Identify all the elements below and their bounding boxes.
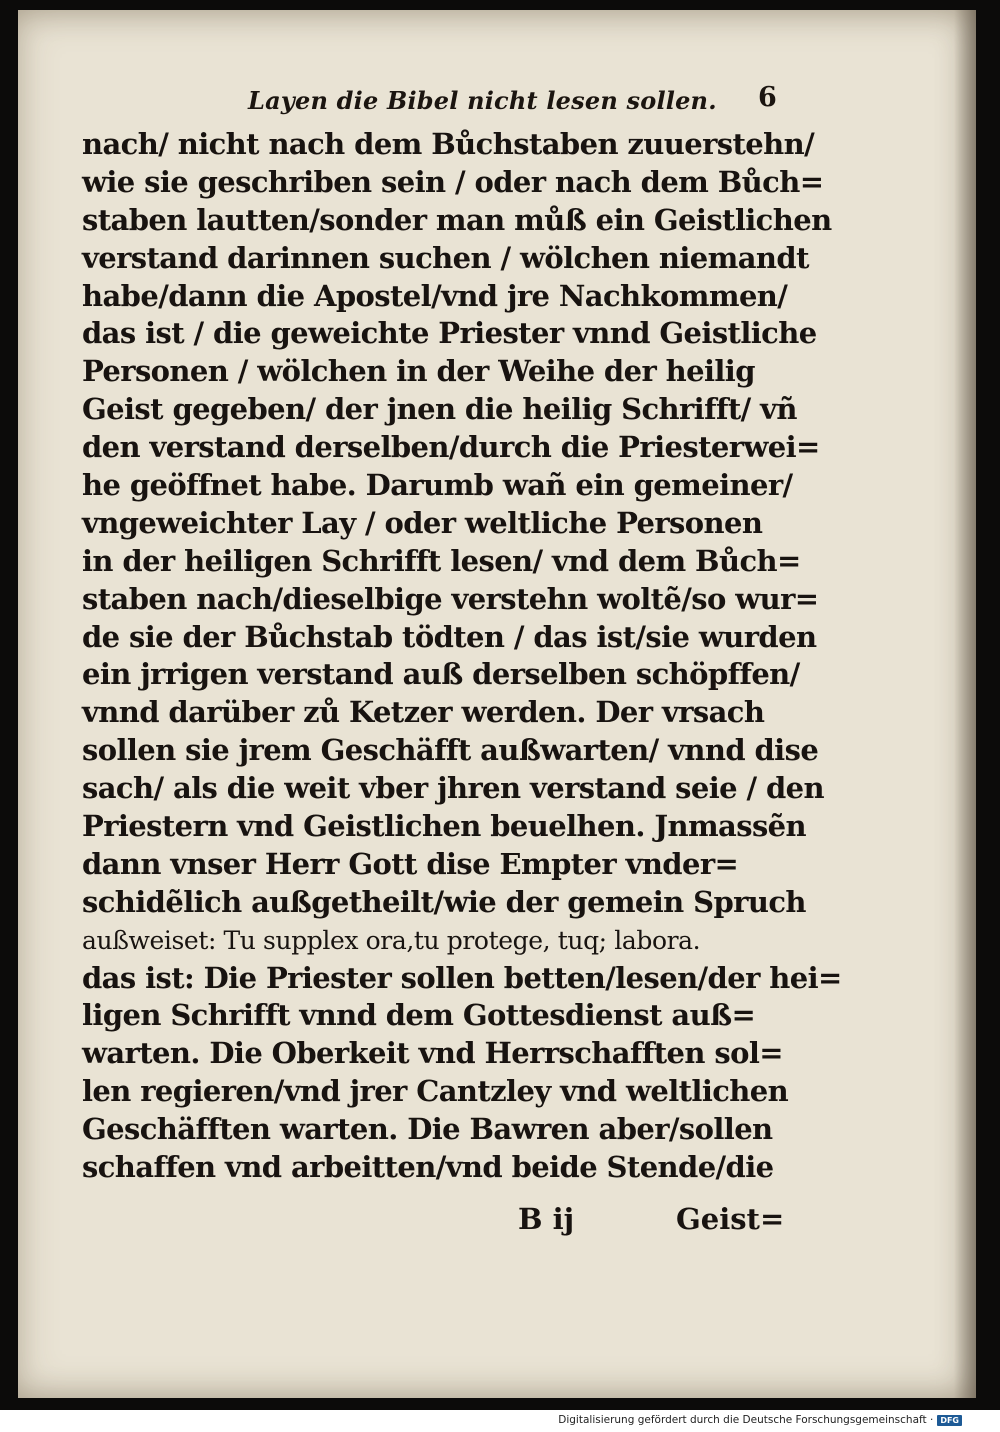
digitization-credit <box>558 1414 962 1426</box>
page-gutter-shadow <box>954 10 976 1398</box>
text-line: schidẽlich außgetheilt/wie der gemein Spruch <box>82 884 806 919</box>
text-line: verstand darinnen suchen / wölchen niemandt <box>82 240 809 275</box>
text-line: vngeweichter Lay / oder weltliche Personen <box>82 505 763 540</box>
text-line: schaffen vnd arbeitten/vnd beide Stende/die <box>82 1150 774 1185</box>
text-line: den verstand derselben/durch die Priesterwei= <box>82 430 820 465</box>
catchword: Geist= <box>676 1202 785 1236</box>
text-line: he geöffnet habe. Darumb wañ ein gemeiner/ <box>82 468 793 503</box>
text-line: das ist: Die Priester sollen betten/lesen/der hei= <box>82 960 842 995</box>
text-line: staben lautten/sonder man můß ein Geistlichen <box>82 202 832 237</box>
running-head: Layen die Bibel nicht lesen sollen. <box>248 86 717 115</box>
folio-number: 6 <box>758 82 777 113</box>
dfg-logo: DFG <box>937 1415 962 1426</box>
text-line-latin-proverb: außweiset: Tu supplex ora,tu protege, tuq; labora. <box>82 925 701 955</box>
text-line: Geist gegeben/ der jnen die heilig Schrifft/ vñ <box>82 392 797 427</box>
page-footer <box>18 1202 976 1242</box>
text-line: staben nach/dieselbige verstehn woltẽ/so wur= <box>82 581 819 616</box>
text-line: habe/dann die Apostel/vnd jre Nachkommen/ <box>82 278 788 313</box>
text-line: warten. Die Oberkeit vnd Herrschafften sol= <box>82 1036 783 1071</box>
text-line: Personen / wölchen in der Weihe der heilig <box>82 354 755 389</box>
text-line: ein jrrigen verstand auß derselben schöpffen/ <box>82 657 800 692</box>
text-line: sollen sie jrem Geschäfft außwarten/ vnnd dise <box>82 733 819 768</box>
text-line: ligen Schrifft vnnd dem Gottesdienst auß= <box>82 998 756 1033</box>
signature-mark: B ij <box>518 1202 575 1236</box>
text-line: Priestern vnd Geistlichen beuelhen. Jnmassẽn <box>82 809 807 844</box>
body-text <box>82 126 842 1187</box>
text-line: de sie der Bůchstab tödten / das ist/sie wurden <box>82 619 817 654</box>
text-line: wie sie geschriben sein / oder nach dem Bůch= <box>82 164 824 199</box>
book-page <box>18 10 976 1398</box>
text-line: dann vnser Herr Gott dise Empter vnder= <box>82 846 739 881</box>
text-line: in der heiligen Schrifft lesen/ vnd dem Bůch= <box>82 543 801 578</box>
text-line: sach/ als die weit vber jhren verstand seie / den <box>82 771 824 806</box>
text-line: len regieren/vnd jrer Cantzley vnd weltlichen <box>82 1074 789 1109</box>
text-line: vnnd darüber zů Ketzer werden. Der vrsach <box>82 695 765 730</box>
text-line: nach/ nicht nach dem Bůchstaben zuuerstehn/ <box>82 127 815 161</box>
credit-text: Digitalisierung gefördert durch die Deutsche Forschungsgemeinschaft · <box>558 1414 934 1426</box>
text-line: das ist / die geweichte Priester vnnd Geistliche <box>82 316 817 351</box>
text-line: Geschäfften warten. Die Bawren aber/sollen <box>82 1112 773 1147</box>
